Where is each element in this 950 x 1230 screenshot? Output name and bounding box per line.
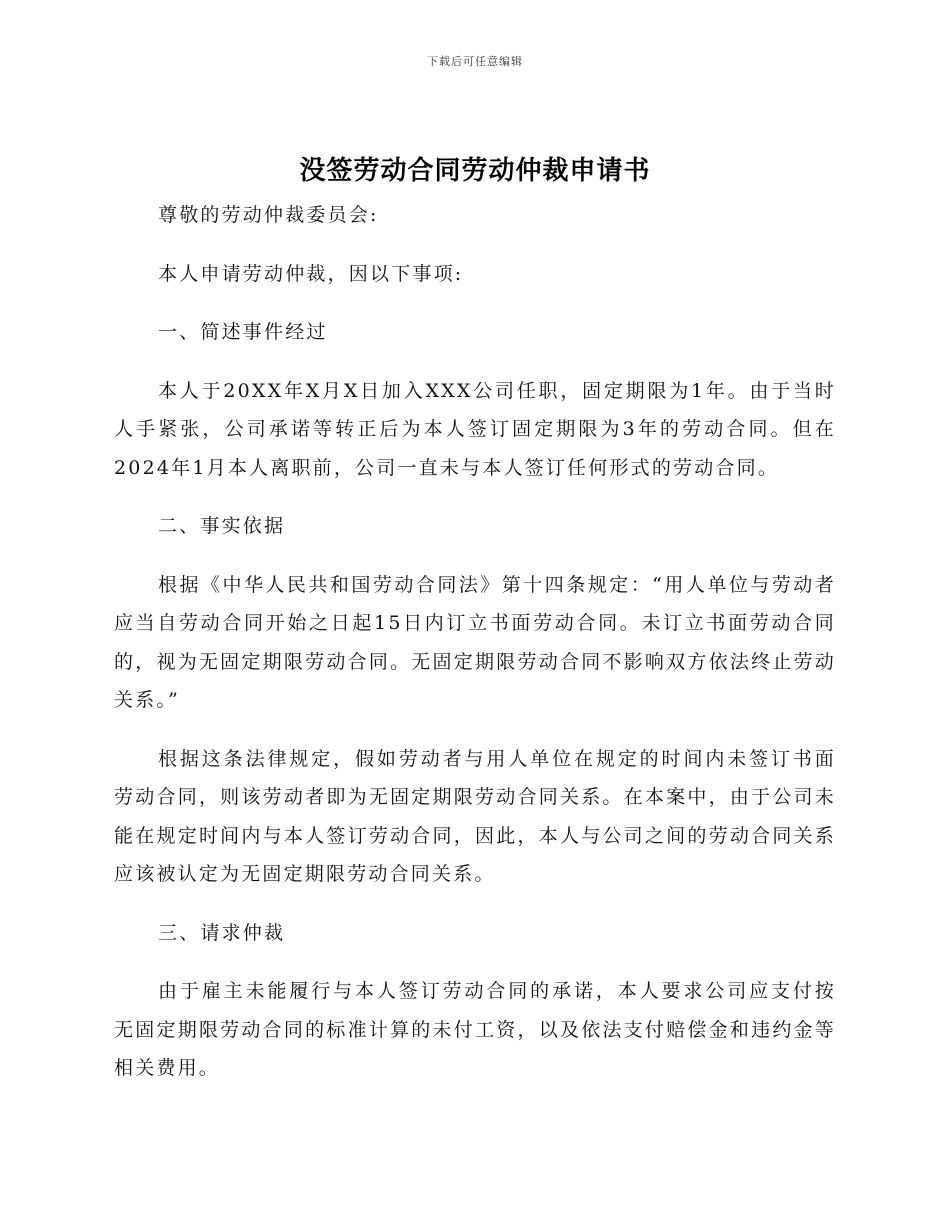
section-heading-2: 二、事实依据 — [158, 515, 286, 537]
salutation: 尊敬的劳动仲裁委员会: — [158, 204, 379, 226]
document-title: 没签劳动合同劳动仲裁申请书 — [299, 156, 651, 186]
header-note: 下载后可任意编辑 — [427, 55, 523, 68]
section-heading-3: 三、请求仲裁 — [158, 921, 286, 944]
section-2-paragraph-2: 根据这条法律规定，假如劳动者与用人单位在规定的时间内未签订书面劳动合同，则该劳动者即为无固定期限劳动合同关系。在本案中，由于公司未能在规定时间内与本人签订劳动合同，因此，本人与公司之间的劳动合同关系应该被认定为无固定期限劳动合同关系。 — [114, 747, 836, 885]
intro-paragraph: 本人申请劳动仲裁，因以下事项: — [158, 262, 464, 285]
section-1-paragraph: 本人于20XX年X月X日加入XXX公司任职，固定期限为1年。由于当时人手紧张，公司承诺等转正后为本人签订固定期限为3年的劳动合同。但在2024年1月本人离职前，公司一直未与本人签订任何形式的劳动合同。 — [114, 379, 836, 479]
section-3-paragraph: 由于雇主未能履行与本人签订劳动合同的承诺，本人要求公司应支付按无固定期限劳动合同的标准计算的未付工资，以及依法支付赔偿金和违约金等相关费用。 — [114, 980, 836, 1079]
document-body — [114, 196, 836, 1088]
section-heading-1: 一、简述事件经过 — [158, 321, 328, 343]
section-2-paragraph-1: 根据《中华人民共和国劳动合同法》第十四条规定：“用人单位与劳动者应当自劳动合同开始之日起15日内订立书面劳动合同。未订立书面劳动合同的，视为无固定期限劳动合同。无固定期限劳动合同不影响双方依法终止劳动关系。” — [114, 573, 836, 711]
